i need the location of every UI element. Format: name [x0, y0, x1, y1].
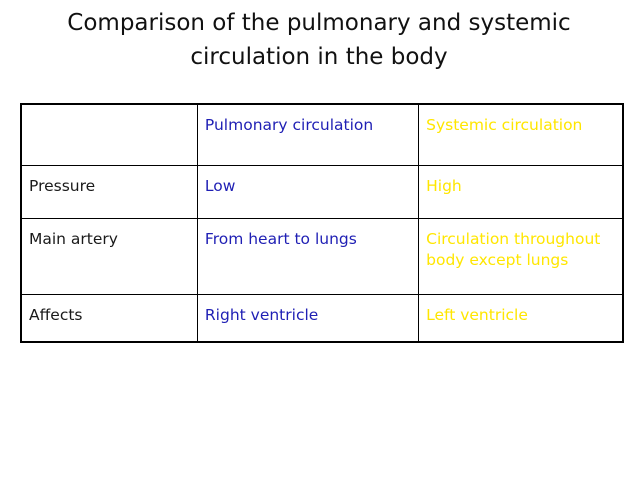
table-header-row — [21, 104, 623, 166]
slide-title-line-2: circulation in the body — [190, 44, 448, 70]
row-label-affects: Affects — [21, 295, 197, 343]
header-cell-pulmonary: Pulmonary circulation — [197, 104, 418, 166]
comparison-table — [20, 103, 624, 343]
table-row-pressure — [21, 166, 623, 219]
pulmonary-affects-cell: Right ventricle — [197, 295, 418, 343]
row-label-main-artery: Main artery — [21, 219, 197, 295]
systemic-main-artery-cell: Circulation throughout body except lungs — [419, 219, 623, 295]
row-label-pressure: Pressure — [21, 166, 197, 219]
systemic-affects-cell: Left ventricle — [419, 295, 623, 343]
header-cell-systemic: Systemic circulation — [419, 104, 623, 166]
slide-title — [0, 6, 638, 74]
pulmonary-pressure-cell: Low — [197, 166, 418, 219]
slide-title-line-1: Comparison of the pulmonary and systemic — [67, 10, 571, 36]
table-row-main-artery — [21, 219, 623, 295]
pulmonary-main-artery-cell: From heart to lungs — [197, 219, 418, 295]
header-cell-empty — [21, 104, 197, 166]
table-row-affects — [21, 295, 623, 343]
systemic-pressure-cell: High — [419, 166, 623, 219]
